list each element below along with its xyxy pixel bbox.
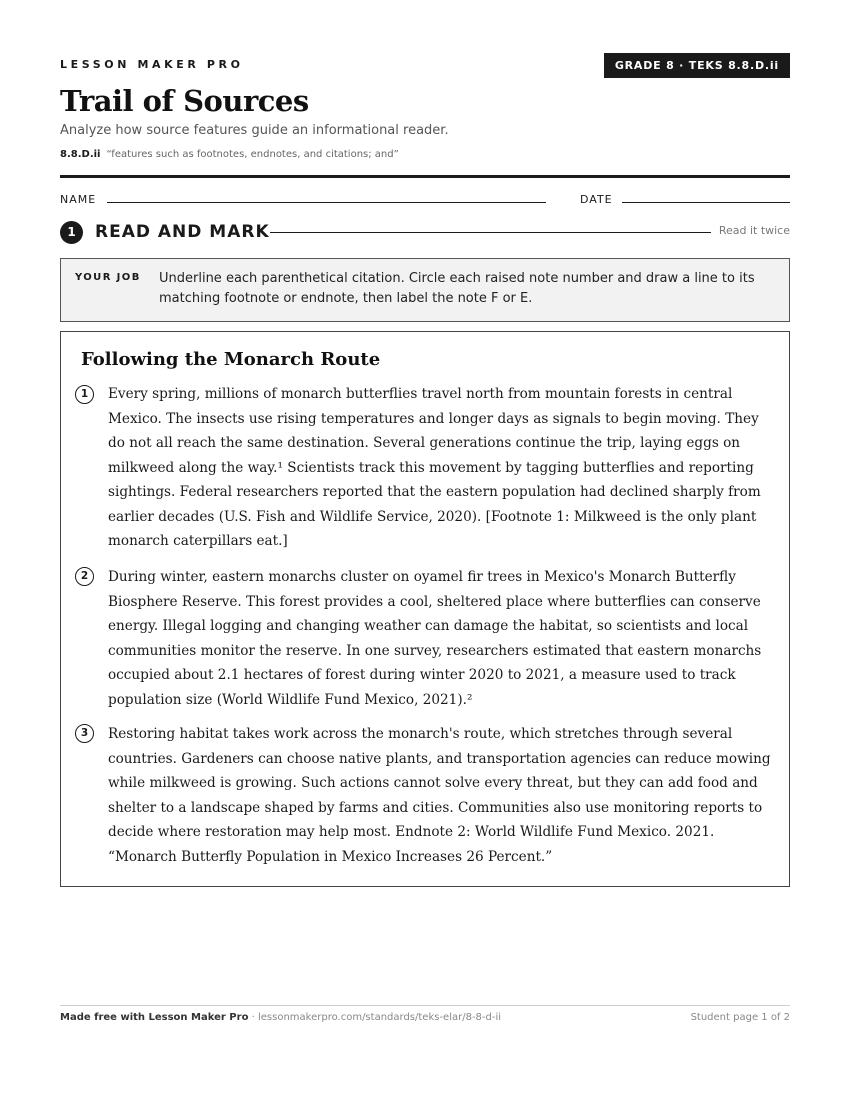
paragraph-text: Every spring, millions of monarch butterflies travel north from mountain forests in central Mexico. The insects use rising temperatures and longer days as signals to begin moving. They do not all reach the same destination. Several generations continue the trip, laying eggs on milkweed along the way.¹ Scientists track this movement by tagging butterflies and reporting sightings. Federal researchers reported that the eastern population had declined sharply from earlier decades (U.S. Fish and Wildlife Service, 2020). [Footnote 1: Milkweed is the only plant monarch caterpillars eat.] — [108, 386, 761, 549]
reading-passage — [60, 331, 790, 887]
name-label: NAME — [60, 193, 97, 206]
footer-made-with: Made free with Lesson Maker Pro — [60, 1012, 249, 1023]
standard-reference — [60, 149, 399, 160]
footer-divider — [60, 1005, 790, 1006]
brand-name: LESSON MAKER PRO — [60, 58, 244, 71]
grade-badge: GRADE 8 · TEKS 8.8.D.ii — [604, 53, 790, 78]
paragraph-number: 2 — [75, 567, 94, 586]
name-field[interactable] — [107, 202, 546, 203]
page-title: Trail of Sources — [60, 84, 309, 118]
footer-credit — [60, 1012, 501, 1023]
header-divider — [60, 175, 790, 178]
footer-url[interactable]: · lessonmakerpro.com/standards/teks-elar/8-8-d-ii — [248, 1012, 502, 1023]
worksheet-page — [60, 0, 790, 1100]
instructions-text: Underline each parenthetical citation. Circle each raised note number and draw a line to its matching footnote or endnote, then label the note F or E. — [159, 271, 755, 306]
standard-text: “features such as footnotes, endnotes, and citations; and” — [106, 149, 399, 160]
instructions-box — [60, 258, 790, 322]
date-label: DATE — [580, 193, 613, 206]
paragraph-number: 3 — [75, 724, 94, 743]
paragraph-text: During winter, eastern monarchs cluster on oyamel fir trees in Mexico's Monarch Butterfly Biosphere Reserve. This forest provides a cool, sheltered place where butterflies can conserve energy. Illegal logging and changing weather can damage the habitat, so scientists and local communities monitor the reserve. In one survey, researchers estimated that eastern monarchs occupied about 2.1 hectares of forest during winter 2020 to 2021, a measure used to track population size (World Wildlife Fund Mexico, 2021).² — [108, 569, 762, 708]
paragraph-text: Restoring habitat takes work across the monarch's route, which stretches through several countries. Gardeners can choose native plants, and transportation agencies can reduce mowing while milkweed is growing. Such actions cannot solve every threat, but they can add food and shelter to a landscape shaped by farms and cities. Communities also use monitoring reports to decide where restoration may help most. Endnote 2: World Wildlife Fund Mexico. 2021. “Monarch Butterfly Population in Mexico Increases 26 Percent.” — [108, 726, 771, 865]
section-note: Read it twice — [718, 224, 790, 237]
date-field[interactable] — [622, 202, 790, 203]
paragraph-number: 1 — [75, 385, 94, 404]
passage-title: Following the Monarch Route — [81, 349, 381, 370]
page-subtitle: Analyze how source features guide an informational reader. — [60, 123, 449, 138]
step-number-badge: 1 — [60, 221, 83, 244]
standard-code: 8.8.D.ii — [60, 149, 101, 160]
section-divider — [270, 232, 711, 233]
section-title: READ AND MARK — [95, 222, 270, 242]
instructions-label: YOUR JOB — [75, 272, 141, 283]
footer-page-number: Student page 1 of 2 — [690, 1012, 790, 1023]
